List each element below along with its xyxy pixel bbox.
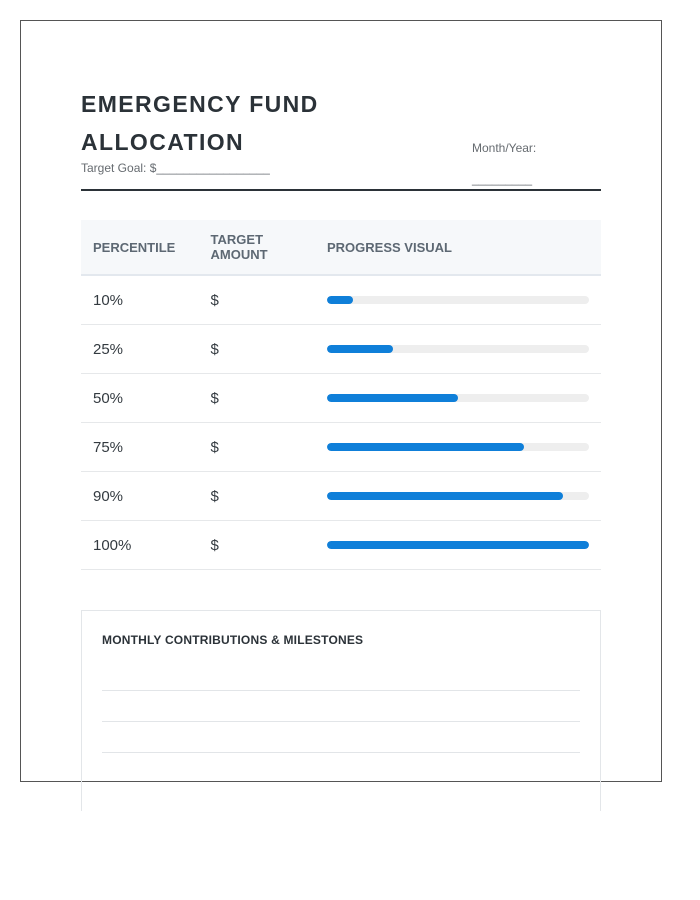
row-percentile: 10% <box>81 275 211 325</box>
month-year-field <box>472 140 536 187</box>
row-target-amount[interactable]: $ <box>211 325 327 374</box>
milestone-line-2[interactable] <box>102 721 580 722</box>
row-percentile: 75% <box>81 423 211 472</box>
milestones-section <box>81 610 601 811</box>
progress-track <box>327 492 589 500</box>
progress-track <box>327 394 589 402</box>
document-header <box>81 85 601 191</box>
row-percentile: 100% <box>81 521 211 570</box>
progress-fill <box>327 443 524 451</box>
progress-fill <box>327 492 563 500</box>
page-title: EMERGENCY FUND ALLOCATION <box>81 91 319 155</box>
row-percentile: 25% <box>81 325 211 374</box>
target-goal-field: Target Goal: $_________________ <box>81 161 270 175</box>
row-percentile: 90% <box>81 472 211 521</box>
document-page <box>20 20 662 782</box>
row-target-amount[interactable]: $ <box>211 374 327 423</box>
progress-track <box>327 541 589 549</box>
row-target-amount[interactable]: $ <box>211 423 327 472</box>
month-year-blank: _________ <box>472 172 533 186</box>
table-row <box>81 275 601 325</box>
progress-fill <box>327 345 393 353</box>
milestone-line-1[interactable] <box>102 690 580 691</box>
row-progress-visual <box>327 275 601 325</box>
row-progress-visual <box>327 472 601 521</box>
table-row <box>81 521 601 570</box>
table-row <box>81 374 601 423</box>
table-row <box>81 325 601 374</box>
table-row <box>81 472 601 521</box>
header-target-line1: TARGET <box>210 232 264 247</box>
row-progress-visual <box>327 374 601 423</box>
row-target-amount[interactable]: $ <box>211 521 327 570</box>
progress-fill <box>327 296 353 304</box>
milestones-title: MONTHLY CONTRIBUTIONS & MILESTONES <box>102 633 364 647</box>
header-percentile: PERCENTILE <box>81 220 211 275</box>
progress-track <box>327 345 589 353</box>
progress-track <box>327 443 589 451</box>
row-target-amount[interactable]: $ <box>211 275 327 325</box>
row-progress-visual <box>327 325 601 374</box>
row-percentile: 50% <box>81 374 211 423</box>
month-year-label: Month/Year: <box>472 141 537 155</box>
header-target-line2: AMOUNT <box>210 247 268 262</box>
progress-fill <box>327 541 589 549</box>
milestone-line-3[interactable] <box>102 752 580 753</box>
progress-fill <box>327 394 458 402</box>
header-target-amount <box>211 220 327 275</box>
row-progress-visual <box>327 521 601 570</box>
table-row <box>81 423 601 472</box>
progress-track <box>327 296 589 304</box>
page-content <box>81 85 601 554</box>
allocation-table <box>81 220 601 570</box>
table-header-row <box>81 220 601 275</box>
header-progress-visual: PROGRESS VISUAL <box>327 220 601 275</box>
row-target-amount[interactable]: $ <box>211 472 327 521</box>
row-progress-visual <box>327 423 601 472</box>
